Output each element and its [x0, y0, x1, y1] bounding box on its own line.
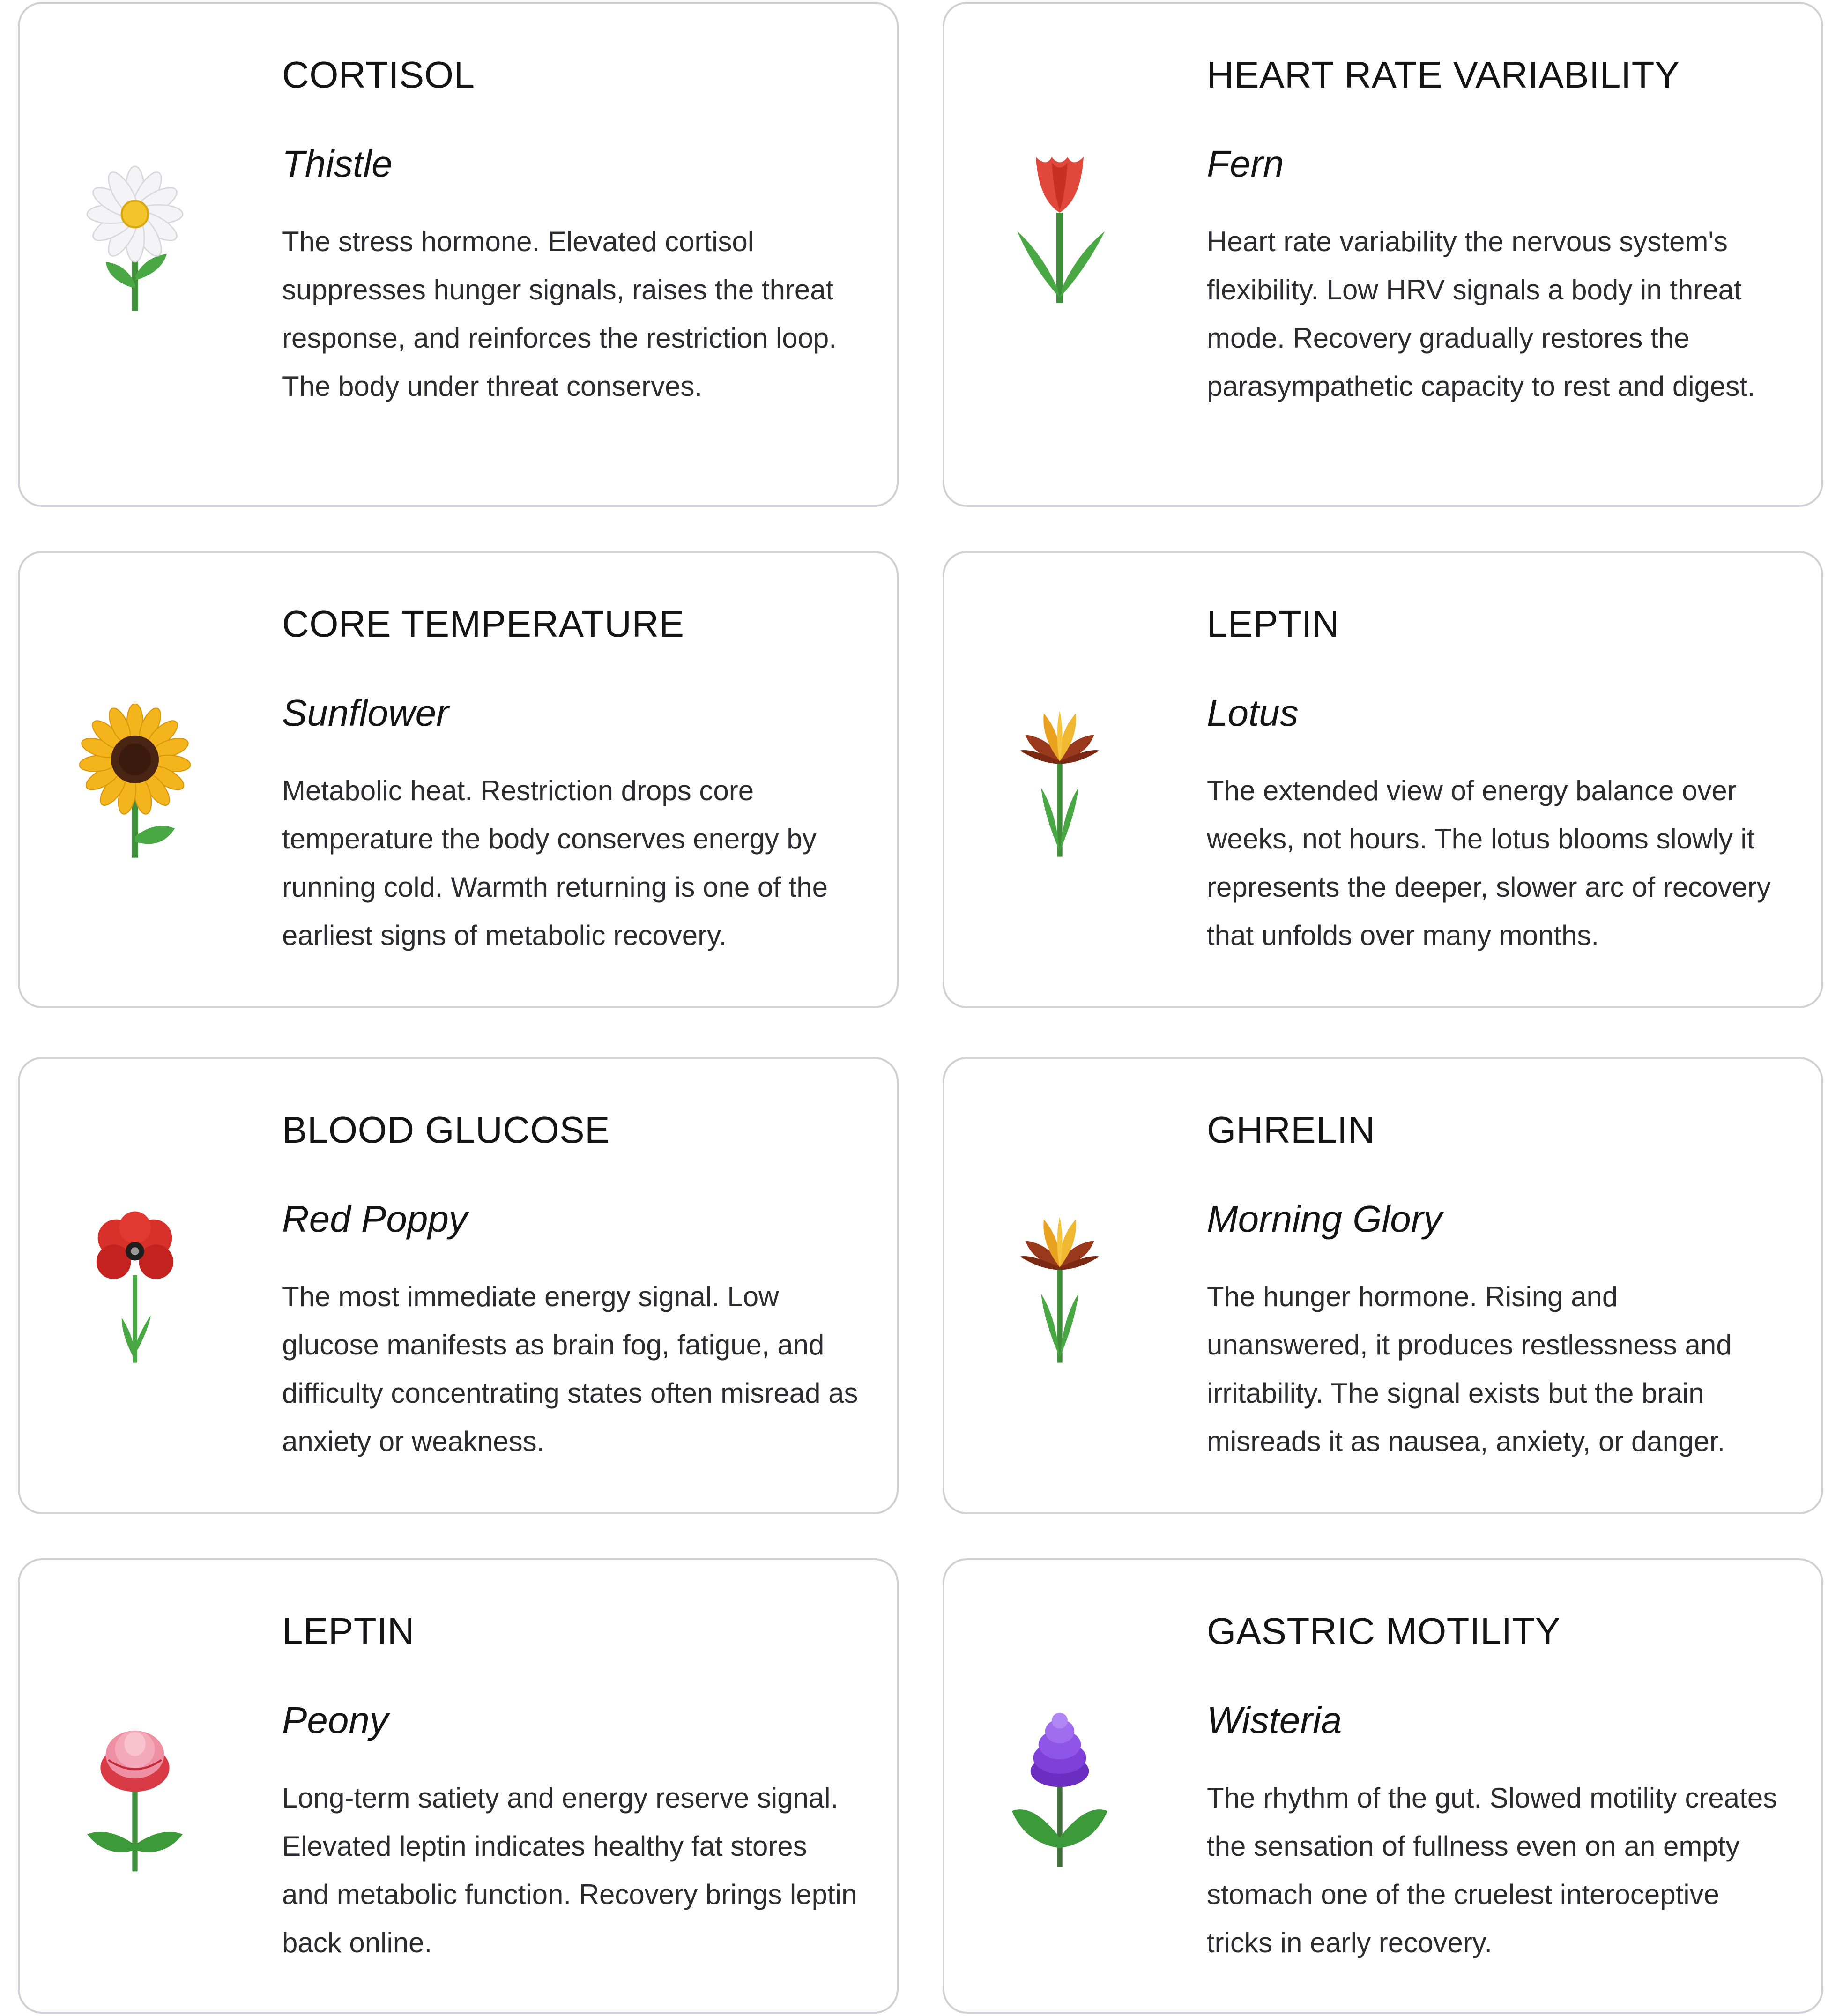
flower-name: Fern	[1207, 143, 1284, 185]
metric-description: Metabolic heat. Restriction drops core temperature the body conserves energy by running cold. Warmth returning is one of the earliest signs of metabolic recovery.	[282, 775, 828, 951]
metric-label: LEPTIN	[1207, 603, 1340, 645]
card-heart-rate-variability	[943, 2, 1823, 507]
card-blood-glucose	[18, 1057, 899, 1514]
card-cortisol	[18, 2, 899, 507]
card-ghrelin	[943, 1057, 1823, 1514]
card-core-temperature	[18, 551, 899, 1008]
flower-name: Peony	[282, 1699, 388, 1741]
metric-description: The stress hormone. Elevated cortisol suppresses hunger signals, raises the threat response, and reinforces the restriction loop. The body under threat conserves.	[282, 226, 837, 402]
flower-name: Lotus	[1207, 692, 1299, 734]
card-leptin-peony	[18, 1558, 899, 2014]
lily-icon	[989, 703, 1130, 862]
tulip-icon	[989, 149, 1130, 308]
metric-description: Long-term satiety and energy reserve signal. Elevated leptin indicates healthy fat stores and metabolic function. Recovery brings leptin back online.	[282, 1782, 857, 1958]
flower-name: Thistle	[282, 143, 393, 185]
metric-description: The most immediate energy signal. Low glucose manifests as brain fog, fatigue, and difficulty concentrating states often misread as anxiety or weakness.	[282, 1281, 858, 1457]
metric-label: BLOOD GLUCOSE	[282, 1109, 610, 1151]
poppy-icon	[65, 1209, 205, 1368]
lily-icon	[989, 1209, 1130, 1368]
metric-description: The hunger hormone. Rising and unanswered, it produces restlessness and irritability. The signal exists but the brain misreads it as nausea, anxiety, or danger.	[1207, 1281, 1732, 1457]
metric-label: GHRELIN	[1207, 1109, 1375, 1151]
metric-label: GASTRIC MOTILITY	[1207, 1610, 1561, 1652]
metric-description: The rhythm of the gut. Slowed motility creates the sensation of fullness even on an empty stomach one of the cruelest interoceptive tricks in early recovery.	[1207, 1782, 1777, 1958]
metric-description: The extended view of energy balance over weeks, not hours. The lotus blooms slowly it represents the deeper, slower arc of recovery that unfolds over many months.	[1207, 775, 1771, 951]
sunflower-icon	[65, 704, 205, 863]
metric-description: Heart rate variability the nervous system's flexibility. Low HRV signals a body in threat mode. Recovery gradually restores the parasympathetic capacity to rest and digest.	[1207, 226, 1755, 402]
metric-label: CORE TEMPERATURE	[282, 603, 684, 645]
metric-label: CORTISOL	[282, 54, 475, 96]
daisy-icon	[65, 158, 205, 318]
flower-name: Red Poppy	[282, 1198, 468, 1240]
flower-name: Sunflower	[282, 692, 449, 734]
card-gastric-motility	[943, 1558, 1823, 2014]
wisteria-icon	[989, 1710, 1130, 1869]
metric-label: HEART RATE VARIABILITY	[1207, 54, 1680, 96]
flower-name: Morning Glory	[1207, 1198, 1442, 1240]
card-leptin-lotus	[943, 551, 1823, 1008]
metric-label: LEPTIN	[282, 1610, 415, 1652]
peony-icon	[65, 1715, 205, 1874]
flower-name: Wisteria	[1207, 1699, 1342, 1741]
